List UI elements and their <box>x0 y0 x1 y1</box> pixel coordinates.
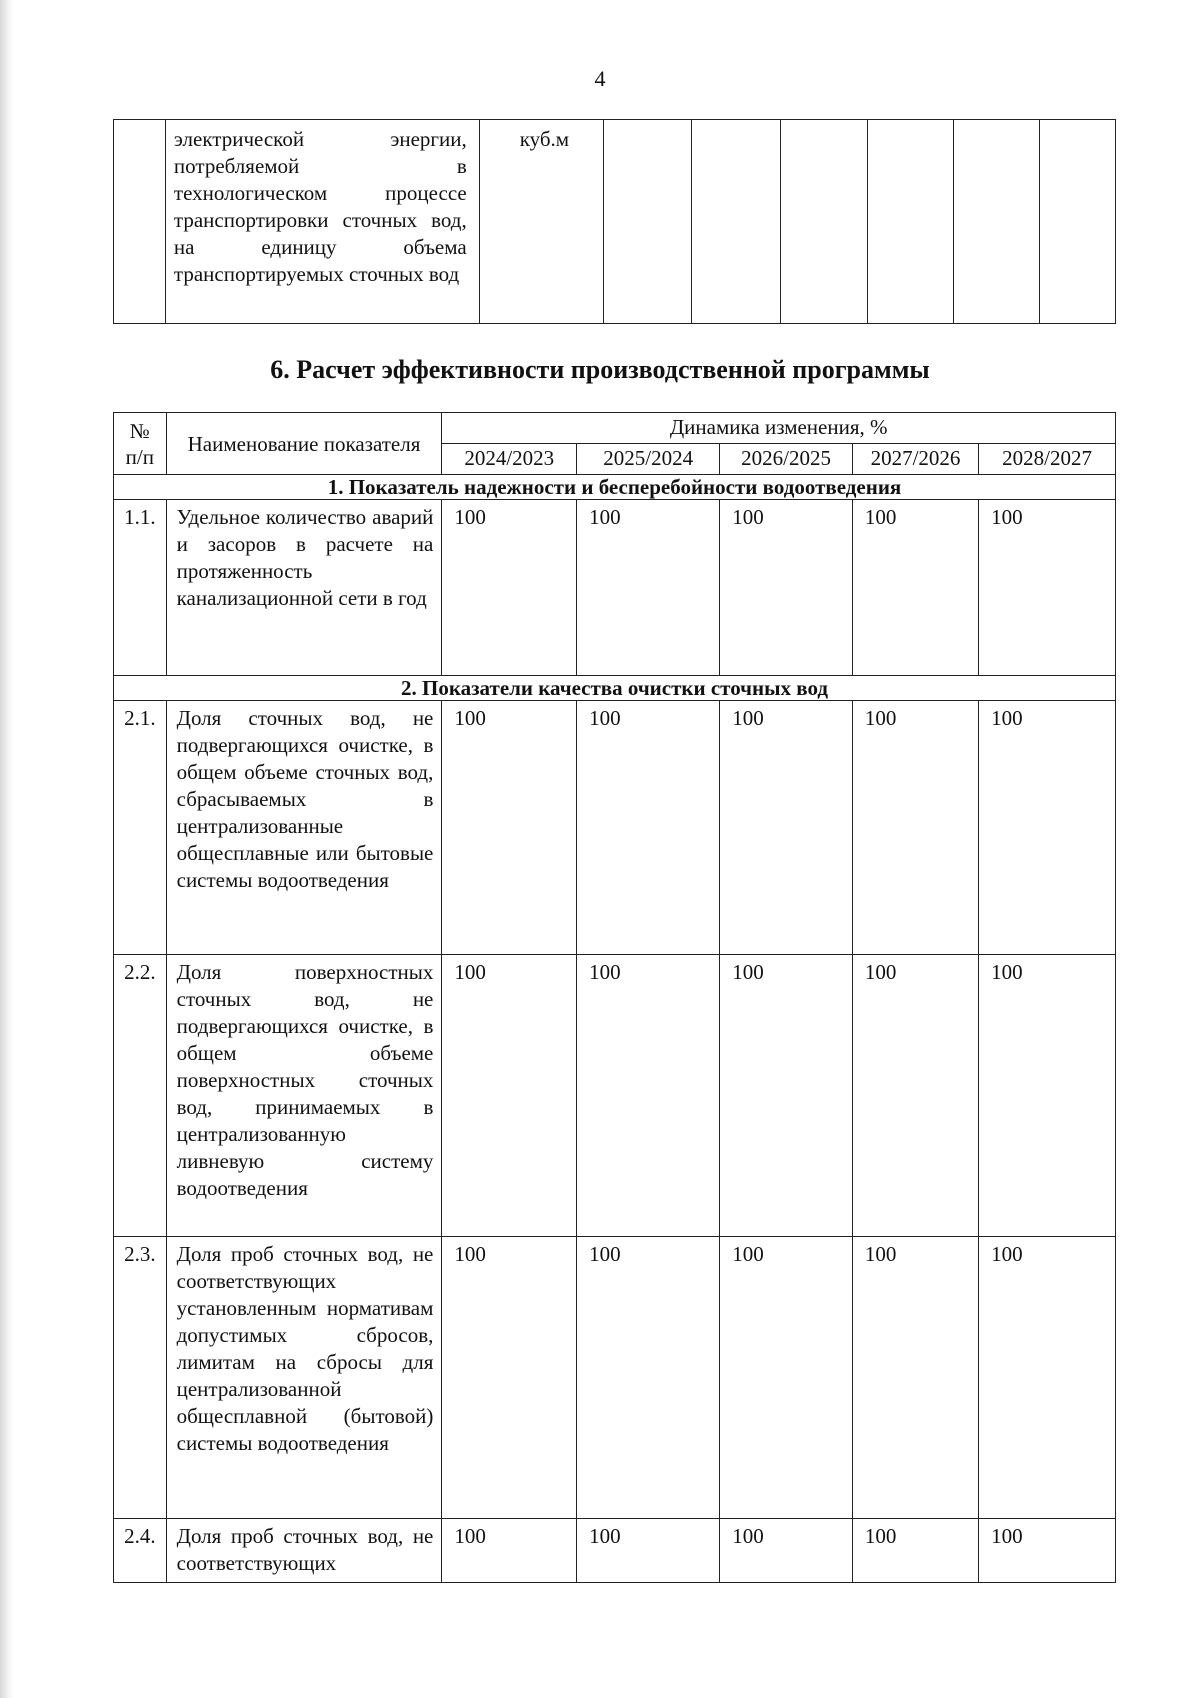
row-value: 100 <box>979 500 1116 676</box>
row-value: 100 <box>720 1519 853 1583</box>
section-title: 6. Расчет эффективности производственной программы <box>270 355 930 384</box>
efficiency-table <box>113 412 1116 1583</box>
row-name: Доля сточных вод, не подвергающихся очистке, в общем объеме сточных вод, сбрасываемых в централизованные общесплавные или бытовые системы водоотведения <box>166 701 442 955</box>
row-value: 100 <box>979 955 1116 1237</box>
row-value: 100 <box>577 1237 720 1519</box>
row-index: 2.4. <box>114 1519 167 1583</box>
row-value: 100 <box>442 1519 577 1583</box>
row-value: 100 <box>979 1237 1116 1519</box>
continuation-table <box>113 119 1116 324</box>
cont-value-cell <box>1040 120 1116 324</box>
cont-index-cell <box>114 120 166 324</box>
row-value: 100 <box>979 1519 1116 1583</box>
header-year: 2025/2024 <box>577 444 720 475</box>
row-value: 100 <box>442 701 577 955</box>
group-heading: 2. Показатели качества очистки сточных вод <box>114 676 1116 701</box>
row-value: 100 <box>442 1237 577 1519</box>
row-value: 100 <box>577 701 720 955</box>
row-index: 2.3. <box>114 1237 167 1519</box>
row-value: 100 <box>852 1237 978 1519</box>
row-value: 100 <box>852 955 978 1237</box>
header-name: Наименование показателя <box>166 413 442 475</box>
row-value: 100 <box>577 1519 720 1583</box>
row-value: 100 <box>442 955 577 1237</box>
row-value: 100 <box>979 701 1116 955</box>
row-value: 100 <box>720 955 853 1237</box>
row-name: Удельное количество аварий и засоров в расчете на протяженность канализационной сети в год <box>166 500 442 676</box>
cont-description: электрической энергии, потребляемой в технологическом процессе транспортировки сточных вод, на единицу объема транспортируемых сточных вод <box>165 120 479 324</box>
row-name: Доля проб сточных вод, не соответствующих <box>166 1519 442 1583</box>
header-year: 2027/2026 <box>852 444 978 475</box>
header-year: 2024/2023 <box>442 444 577 475</box>
row-index: 1.1. <box>114 500 167 676</box>
cont-value-cell <box>868 120 954 324</box>
cont-value-cell <box>781 120 868 324</box>
scan-edge <box>0 0 14 1698</box>
row-value: 100 <box>852 500 978 676</box>
header-year: 2028/2027 <box>979 444 1116 475</box>
row-value: 100 <box>720 1237 853 1519</box>
header-num: № п/п <box>114 413 167 475</box>
cont-value-cell <box>603 120 691 324</box>
cont-value-cell <box>691 120 781 324</box>
row-value: 100 <box>720 500 853 676</box>
page-number: 4 <box>594 66 606 91</box>
row-index: 2.1. <box>114 701 167 955</box>
group-heading: 1. Показатель надежности и бесперебойности водоотведения <box>114 475 1116 500</box>
header-year: 2026/2025 <box>720 444 853 475</box>
cont-unit: куб.м <box>479 120 603 324</box>
header-dynamics: Динамика изменения, % <box>442 413 1116 444</box>
cont-value-cell <box>954 120 1040 324</box>
row-value: 100 <box>720 701 853 955</box>
row-name: Доля проб сточных вод, не соответствующих установленным нормативам допустимых сбросов, лимитам на сбросы для централизованной общесплавной (бытовой) системы водоотведения <box>166 1237 442 1519</box>
row-value: 100 <box>577 500 720 676</box>
row-value: 100 <box>852 701 978 955</box>
row-name: Доля поверхностных сточных вод, не подвергающихся очистке, в общем объеме поверхностных сточных вод, принимаемых в централизованную ливневую систему водоотведения <box>166 955 442 1237</box>
row-index: 2.2. <box>114 955 167 1237</box>
row-value: 100 <box>852 1519 978 1583</box>
row-value: 100 <box>577 955 720 1237</box>
row-value: 100 <box>442 500 577 676</box>
